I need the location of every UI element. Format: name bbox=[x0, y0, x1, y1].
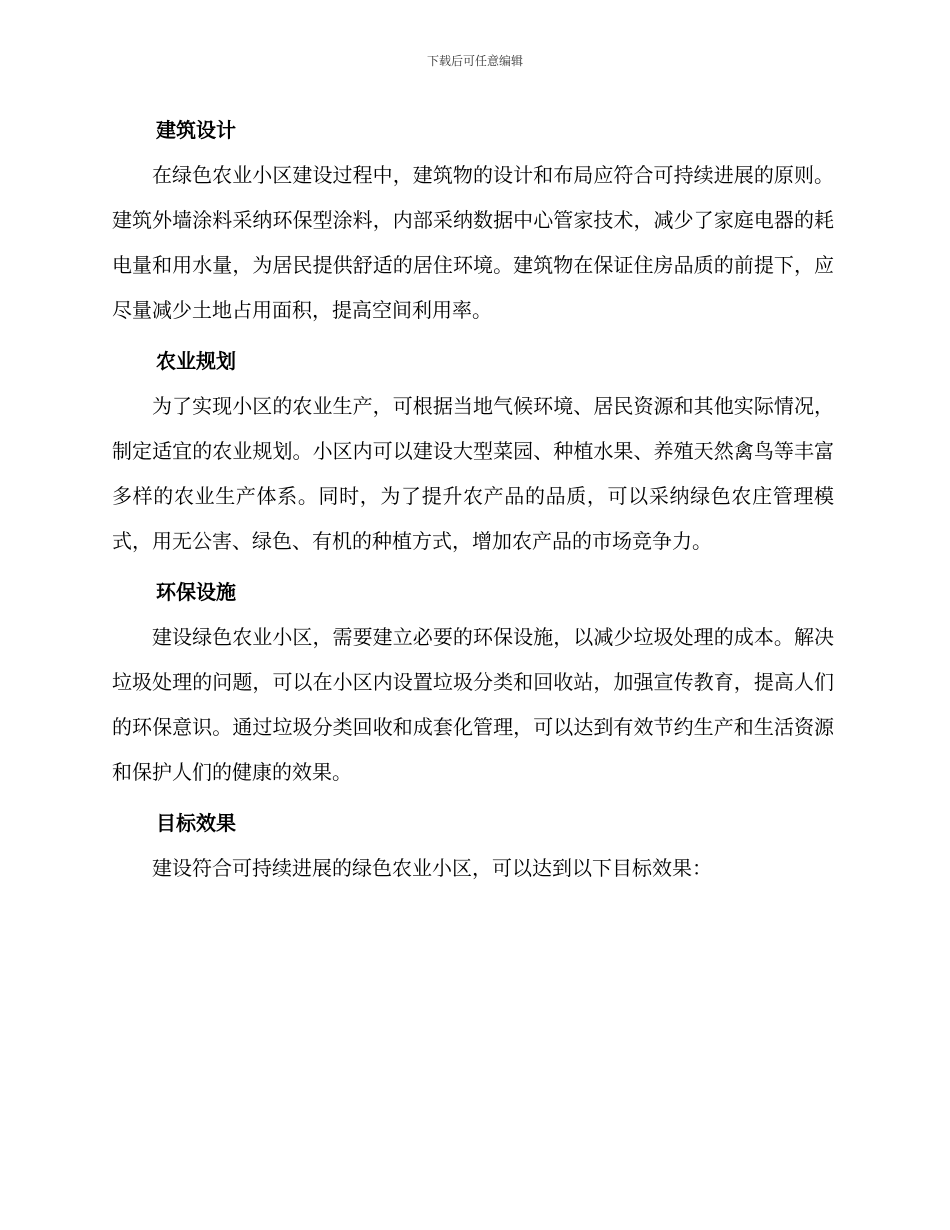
section-goals bbox=[112, 801, 834, 891]
section-paragraph bbox=[112, 615, 834, 795]
section-heading: 环保设施 bbox=[156, 580, 236, 604]
section-architecture bbox=[112, 108, 834, 333]
paragraph-line: 效节约生产和生活资源和保护人们的健康的效果。 bbox=[112, 715, 835, 784]
paragraph-line: 在绿色农业小区建设过程中，建筑物的设计和布局应符合可持续进展的 bbox=[152, 163, 774, 187]
section-paragraph bbox=[112, 384, 834, 564]
paragraph-line: 房品质的前提下，应尽量减少土地占用面积，提高空间利用率。 bbox=[112, 253, 835, 322]
paragraph-line: 纳绿色农庄管理模式，用无公害、绿色、有机的种植方式，增加农产品的市 bbox=[112, 484, 835, 553]
paragraph-line: 建设绿色农业小区，需要建立必要的环保设施，以减少垃圾处理的成 bbox=[152, 625, 754, 649]
paragraph-line: 然禽鸟等丰富多样的农业生产体系。同时，为了提升农产品的品质，可以采 bbox=[112, 439, 835, 508]
paragraph-line: 建设符合可持续进展的绿色农业小区，可以达到以下目标效果： bbox=[152, 856, 712, 880]
paragraph-line: 为了实现小区的农业生产，可根据当地气候环境、居民资源和其他实际 bbox=[152, 394, 774, 418]
section-paragraph bbox=[112, 153, 834, 333]
section-heading: 农业规划 bbox=[156, 349, 236, 373]
paragraph-line: 场竞争力。 bbox=[612, 529, 712, 553]
section-agriculture bbox=[112, 339, 834, 564]
paragraph-line: 情况，制定适宜的农业规划。小区内可以建设大型菜园、种植水果、养殖天 bbox=[112, 394, 835, 463]
section-paragraph bbox=[112, 846, 834, 891]
section-environment bbox=[112, 570, 834, 795]
paragraph-line: 原则。建筑外墙涂料采纳环保型涂料，内部采纳数据中心管家技术，减少了 bbox=[112, 163, 835, 232]
paragraph-line: 家庭电器的耗电量和用水量，为居民提供舒适的居住环境。建筑物在保证住 bbox=[112, 208, 835, 277]
document-body bbox=[112, 108, 834, 897]
section-heading: 目标效果 bbox=[156, 811, 236, 835]
paragraph-line: 本。解决垃圾处理的问题，可以在小区内设置垃圾分类和回收站，加强宣传 bbox=[112, 625, 835, 694]
paragraph-line: 教育，提高人们的环保意识。通过垃圾分类回收和成套化管理，可以达到有 bbox=[112, 670, 835, 739]
page-header-note: 下载后可任意编辑 bbox=[426, 54, 523, 68]
section-heading: 建筑设计 bbox=[156, 118, 236, 142]
